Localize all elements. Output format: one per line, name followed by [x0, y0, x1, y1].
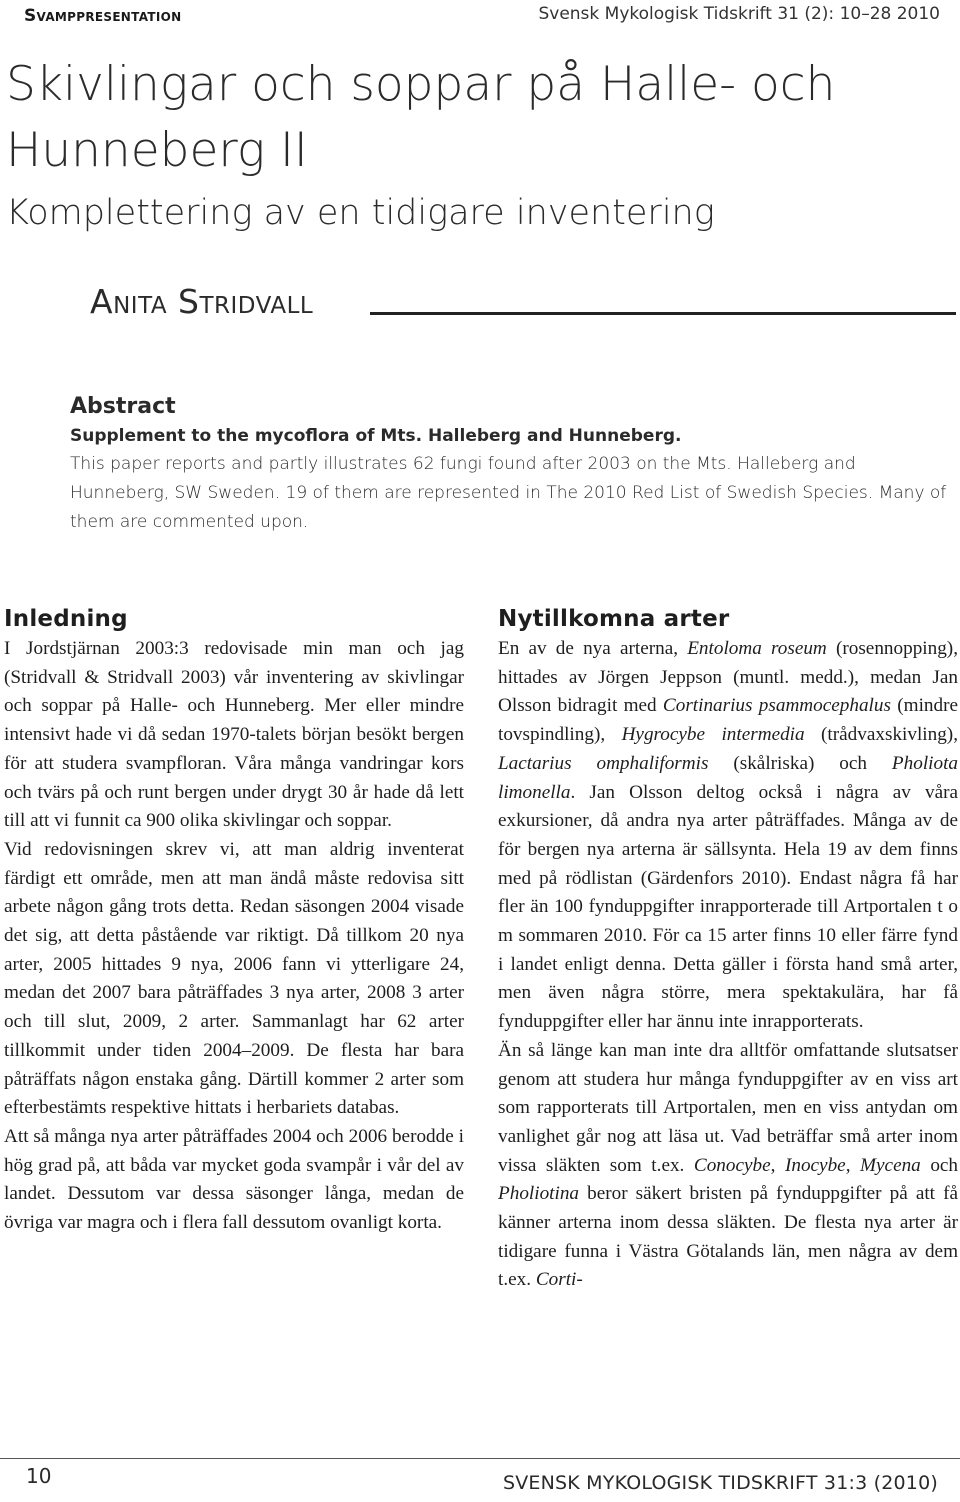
- abstract-block: [70, 392, 950, 537]
- paragraph: I Jordstjärnan 2003:3 redovisade min man och jag (Stridvall & Stridvall 2003) vår inventering av skivlingar och soppar på Halle- och Hunneberg. Mer eller mindre intensivt hade vi då sedan 1970-talets början besökt bergen för att studera svampfloran. Våra många vandringar kors och tvärs på och runt bergen under drygt 30 år hade då lett till att vi funnit ca 900 olika skivlingar och soppar.: [4, 638, 464, 832]
- genus-name: Corti-: [535, 1269, 583, 1291]
- genus-name: Inocybe: [784, 1154, 846, 1176]
- text-run: En av de nya arterna,: [498, 638, 688, 659]
- species-name: Pholiota limonella: [498, 752, 958, 803]
- paragraph: Vid redovisningen skrev vi, att man aldrig inventerat färdigt ett område, men att man ändå måste redovisa sitt arbete någon gång trots detta. Redan säsongen 2004 visade det sig, att detta påstående var riktigt. Då tillkom 20 nya arter, 2005 hittades 9 nya, 2006 fann vi ytterligare 24, medan det 2007 bara påträffades 3 nya arter, 2008 3 arter och till slut, 2009, 2 arter. Sammanlagt har 62 arter tillkommit under tiden 2004–2009. De flesta har bara påträffats någon enstaka gång. Därtill kommer 2 arter som efterbestämts respektive hittats i herbariets databas.: [4, 838, 464, 1119]
- text-run: Än så länge kan man inte dra alltför omfattande slutsatser genom att studera hur många fynduppgifter av en viss art som rapporterats till Artportalen, men en viss antydan om vanlighet går nog att läsa ut. Vad beträffar små arter inom vissa släkten som t.ex.: [498, 1039, 958, 1176]
- journal-reference: Svensk Mykologisk Tidskrift 31 (2): 10–28 2010: [538, 4, 940, 24]
- section-heading-inledning: Inledning: [4, 606, 128, 632]
- species-name: Hygrocybe intermedia: [621, 724, 805, 746]
- left-column: [4, 604, 464, 1238]
- abstract-heading: Abstract: [70, 394, 176, 419]
- author-name: Anita Stridvall: [90, 282, 314, 321]
- text-run: ,: [770, 1154, 785, 1176]
- paragraph: [498, 1037, 958, 1295]
- text-run: ,: [845, 1154, 861, 1176]
- abstract-lead: Supplement to the mycoflora of Mts. Halleberg and Hunneberg.: [70, 426, 682, 446]
- section-label: Svamppresentation: [24, 6, 182, 26]
- text-run: och: [920, 1154, 959, 1176]
- genus-name: Conocybe: [693, 1154, 771, 1176]
- abstract-body: This paper reports and partly illustrates 62 fungi found after 2003 on the Mts. Halleberg and Hunneberg, SW Sweden. 19 of them are represented in The 2010 Red List of Swedish Species. Many of them are commented upon.: [70, 454, 947, 532]
- text-run: (skålriska) och: [708, 752, 892, 774]
- footer-journal-title: SVENSK MYKOLOGISK TIDSKRIFT 31:3 (2010): [502, 1472, 938, 1494]
- genus-name: Mycena: [860, 1154, 921, 1176]
- article-subtitle: Komplettering av en tidigare inventering: [6, 193, 715, 233]
- page-number: 10: [26, 1464, 52, 1488]
- author-rule: [370, 312, 956, 315]
- text-run: (trådvaxskivling),: [804, 724, 958, 746]
- species-name: Lactarius omphaliformis: [498, 752, 709, 774]
- text-run: (mindre tovspindling),: [498, 695, 958, 746]
- text-run: beror säkert bristen på fynduppgifter på att få känner arterna inom dessa släkten. De flesta nya arter är tidigare funna i Västra Götalands län, men några av dem t.ex.: [498, 1183, 958, 1291]
- paragraph: Att så många nya arter påträffades 2004 och 2006 berodde i hög grad på, att båda var mycket goda svampår i vår del av landet. Dessutom var dessa säsonger långa, medan de övriga var magra och i flera fall dessutom ovanligt korta.: [4, 1125, 464, 1234]
- text-run: (rosennopping), hittades av Jörgen Jeppson (muntl. medd.), medan Jan Olsson bidragit med: [498, 638, 958, 717]
- species-name: Cortinarius psammocephalus: [662, 695, 891, 717]
- genus-name: Pholiotina: [498, 1183, 580, 1205]
- article-title: Skivlingar och soppar på Halle- och Hunneberg II: [6, 57, 836, 178]
- species-name: Entoloma roseum: [687, 638, 827, 659]
- paragraph: [498, 635, 958, 1037]
- right-column: [498, 604, 958, 1295]
- footer-rule: [0, 1458, 960, 1459]
- section-heading-nytillkomna-arter: Nytillkomna arter: [498, 606, 730, 632]
- text-run: . Jan Olsson deltog också i några av våra exkursioner, då andra nya arter påträffades. Många av de för bergen nya arterna är sällsynta. Hela 19 av dem finns med på rödlistan (Gärdenfors 2010). Endast några få har fler än 100 fynduppgifter inrapporterade till Artportalen t o m sommaren 2010. För ca 15 arter finns 10 eller färre fynd i landet enligt denna. Detta gäller i första hand små arter, men även några större, mera spektakulära, har få fynduppgifter eller har ännu inte inrapporterats.: [498, 781, 958, 1033]
